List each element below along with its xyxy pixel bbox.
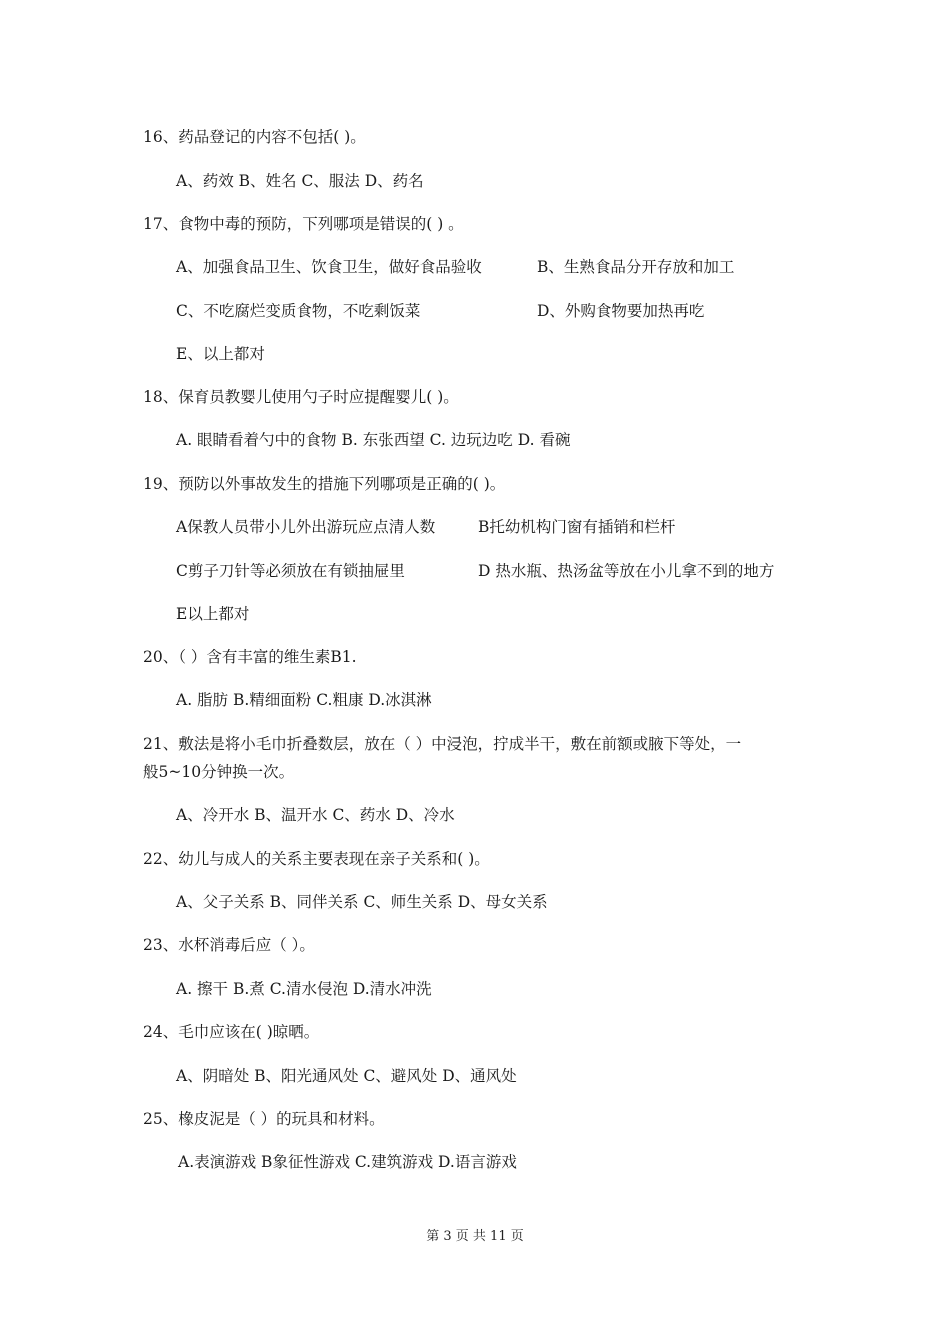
question-19-option-b: B托幼机构门窗有插销和栏杆 <box>478 518 676 536</box>
question-17-option-b: B、生熟食品分开存放和加工 <box>537 258 735 276</box>
question-19-option-d: D 热水瓶、热汤盆等放在小儿拿不到的地方 <box>478 562 775 580</box>
question-25-stem: 25、橡皮泥是（ ）的玩具和材料。 <box>143 1110 385 1128</box>
question-17-option-d: D、外购食物要加热再吃 <box>537 302 705 320</box>
question-21-stem: 21、敷法是将小毛巾折叠数层，放在（ ）中浸泡，拧成半干，敷在前额或腋下等处，一 <box>143 735 742 753</box>
question-17-option-c: C、不吃腐烂变质食物，不吃剩饭菜 <box>176 302 421 320</box>
question-22-stem: 22、幼儿与成人的关系主要表现在亲子关系和( )。 <box>143 850 490 868</box>
question-18-stem: 18、保育员教婴儿使用勺子时应提醒婴儿( )。 <box>143 388 459 406</box>
question-19-option-c: C剪子刀针等必须放在有锁抽屉里 <box>176 562 405 580</box>
question-17-option-e: E、以上都对 <box>176 345 265 363</box>
question-24-stem: 24、毛巾应该在( )晾晒。 <box>143 1023 320 1041</box>
question-21-stem-continued: 般5~10分钟换一次。 <box>143 763 295 781</box>
page-footer: 第 3 页 共 11 页 <box>426 1229 524 1244</box>
question-19-option-e: E以上都对 <box>176 605 250 623</box>
question-23-stem: 23、水杯消毒后应（ ）。 <box>143 936 315 954</box>
question-18-options: A. 眼睛看着勺中的食物 B. 东张西望 C. 边玩边吃 D. 看碗 <box>176 431 571 449</box>
question-21-options: A、冷开水 B、温开水 C、药水 D、冷水 <box>176 806 455 824</box>
question-20-options: A. 脂肪 B.精细面粉 C.粗康 D.冰淇淋 <box>176 691 432 709</box>
question-19-stem: 19、预防以外事故发生的措施下列哪项是正确的( )。 <box>143 475 506 493</box>
question-17-stem: 17、食物中毒的预防，下列哪项是错误的( ) 。 <box>143 215 464 233</box>
question-17-option-a: A、加强食品卫生、饮食卫生，做好食品验收 <box>176 258 482 276</box>
question-23-options: A. 擦干 B.煮 C.清水侵泡 D.清水冲洗 <box>176 980 432 998</box>
question-20-stem: 20、（ ）含有丰富的维生素B1. <box>143 648 357 666</box>
question-24-options: A、阴暗处 B、阳光通风处 C、避风处 D、通风处 <box>176 1067 517 1085</box>
question-25-options: A.表演游戏 B象征性游戏 C.建筑游戏 D.语言游戏 <box>178 1153 517 1171</box>
question-19-option-a: A保教人员带小儿外出游玩应点清人数 <box>176 518 436 536</box>
question-16-stem: 16、药品登记的内容不包括( )。 <box>143 128 366 146</box>
question-16-options: A、药效 B、姓名 C、服法 D、药名 <box>176 172 424 190</box>
question-22-options: A、父子关系 B、同伴关系 C、师生关系 D、母女关系 <box>176 893 548 911</box>
